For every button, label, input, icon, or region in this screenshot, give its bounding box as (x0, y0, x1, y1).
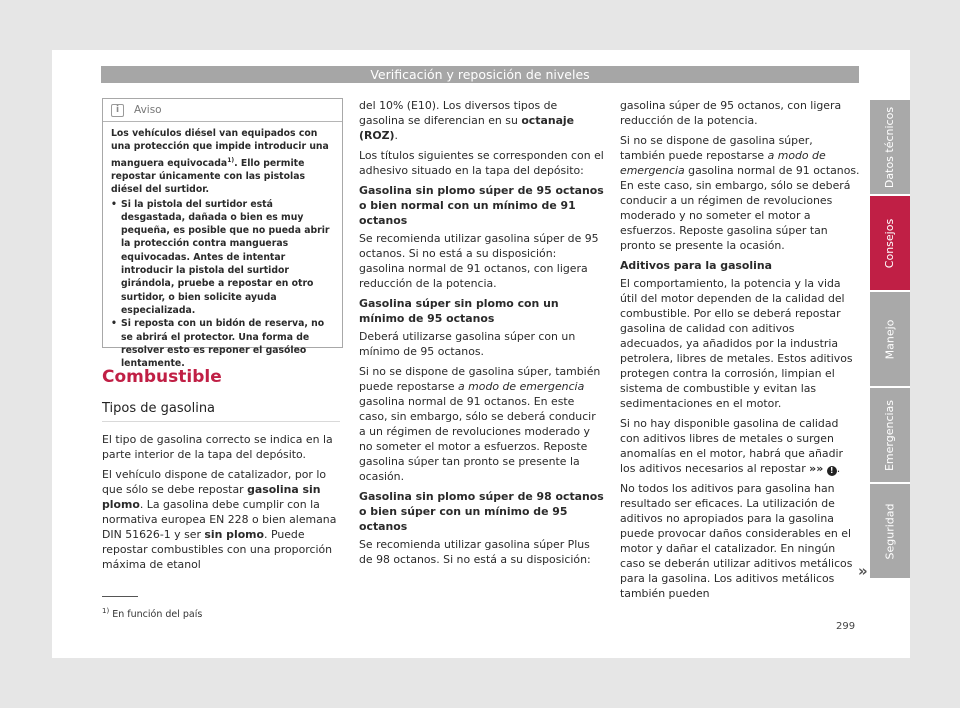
notice-header (103, 99, 342, 122)
notice-bullet (111, 317, 334, 370)
bold-text: sin plomo (204, 528, 265, 541)
text: del 10% (E10). Los diversos tipos de gasolina se diferencian en su (359, 99, 558, 127)
paragraph: gasolina súper de 95 octanos, con ligera reducción de la potencia. (620, 99, 842, 127)
bullet-icon: • (111, 318, 117, 330)
cross-reference-link[interactable]: »» (809, 462, 824, 475)
paragraph (359, 98, 604, 143)
paragraph: Los títulos siguientes se corresponden con el adhesivo situado en la tapa del depósito: (359, 149, 604, 177)
tab-emergencias[interactable] (870, 388, 910, 482)
text: Si no se dispone de gasolina súper, también puede repostarse (620, 134, 813, 162)
paragraph (620, 416, 860, 476)
italic-text: a modo de emergencia (458, 380, 585, 393)
subheading: Gasolina sin plomo súper de 98 octanos o bien súper con un mínimo de 95 octanos (359, 490, 604, 533)
text: . (836, 462, 841, 475)
paragraph (359, 364, 604, 484)
page-number: 299 (836, 621, 856, 632)
paragraph: Se recomienda utilizar gasolina súper Plus de 98 octanos. Si no está a su disposición: (359, 538, 591, 566)
page-header: Verificación y reposición de niveles (101, 66, 859, 83)
italic-text: a modo de emergencia (620, 149, 826, 177)
notice-intro-text: Los vehículos diésel van equipados con una protección que impide introducir una manguera equivocada (111, 128, 329, 169)
tab-label: Seguridad (883, 503, 897, 559)
tab-consejos[interactable] (870, 196, 910, 290)
paragraph: Deberá utilizarse gasolina súper con un mínimo de 95 octanos. (359, 330, 576, 358)
notice-intro-text-end: . Ello permite repostar únicamente con las pistolas diésel del surtidor. (111, 157, 305, 196)
info-icon: i (111, 104, 124, 117)
tab-label: Manejo (883, 319, 897, 359)
tab-datos-tecnicos[interactable] (870, 100, 910, 194)
notice-title: Aviso (134, 104, 162, 116)
text: gasolina normal de 91 octanos. En este caso, sin embargo, sólo se deberá conducir a un régimen de revoluciones moderado y no someter el motor a esfuerzos. Reposte gasolina súper tan pronto se presente la ocasión. (620, 164, 860, 252)
continue-arrow-icon: » (858, 562, 868, 580)
tab-seguridad[interactable] (870, 484, 910, 578)
section-title: Combustible (102, 367, 222, 387)
column-1 (102, 432, 342, 577)
warning-icon: ! (827, 466, 837, 476)
text: El vehículo dispone de catalizador, por lo que sólo se debe repostar (102, 468, 327, 496)
footnote-ref: 1) (227, 156, 235, 164)
paragraph (620, 133, 860, 253)
bold-text: octanaje (ROZ) (359, 114, 575, 142)
column-3 (620, 98, 860, 606)
notice-box (102, 98, 343, 370)
tab-label: Datos técnicos (883, 106, 897, 188)
column-2 (359, 98, 604, 572)
tab-label: Consejos (883, 218, 897, 268)
notice-body (103, 122, 342, 370)
subheading: Gasolina súper sin plomo con un mínimo de 95 octanos (359, 297, 559, 325)
notice-bullet-text: Si la pistola del surtidor está desgastada, dañada o bien es muy pequeña, es posible que no pueda abrir la protección contra mangueras equivocadas. Antes de intentar introducir la pistola del surtidor girándola, pruebe a repostar en otro surtidor, o bien solicite ayuda especializada. (121, 198, 330, 316)
tab-label: Emergencias (883, 399, 897, 471)
tab-manejo[interactable] (870, 292, 910, 386)
text: gasolina normal de 91 octanos. En este caso, sin embargo, sólo se deberá conducir a un régimen de revoluciones moderado y no someter el motor a esfuerzos. Reposte gasolina súper tan pronto se presente la ocasión. (359, 395, 596, 483)
footnote-mark: 1) (102, 607, 110, 615)
section-subtitle: Tipos de gasolina (102, 401, 216, 416)
subheading: Gasolina sin plomo súper de 95 octanos o bien normal con un mínimo de 91 octanos (359, 184, 604, 227)
text: Si no hay disponible gasolina de calidad con aditivos libres de metales o surgen anomalías en el motor, habrá que añadir los aditivos necesarios al repostar (620, 417, 843, 475)
footnote-divider (102, 596, 138, 597)
text: . (394, 129, 398, 142)
text: . La gasolina debe cumplir con la normativa europea EN 228 o bien alemana DIN 51626-1 y ser (102, 498, 337, 541)
notice-bullet (111, 198, 334, 318)
divider (102, 421, 340, 422)
notice-intro (111, 127, 334, 197)
bullet-icon: • (111, 198, 117, 210)
paragraph (102, 467, 342, 572)
text: . Puede repostar combustibles con una proporción máxima de etanol (102, 528, 333, 571)
bold-text: gasolina sin plomo (102, 483, 321, 511)
footnote (102, 607, 202, 620)
subheading: Aditivos para la gasolina (620, 259, 772, 272)
paragraph: Se recomienda utilizar gasolina súper de 95 octanos. Si no está a su disposición: gasolina normal de 91 octanos, con ligera reducción de la potencia. (359, 232, 599, 290)
paragraph: No todos los aditivos para gasolina han resultado ser eficaces. La utilización de aditivos no apropiados para la gasolina puede provocar daños considerables en el motor y dañar el catalizador. En ningún caso se deberán utilizar aditivos metálicos para la gasolina. Los aditivos metálicos también pueden (620, 482, 853, 600)
paragraph: El tipo de gasolina correcto se indica en la parte interior de la tapa del depósito. (102, 433, 333, 461)
notice-bullet-text: Si reposta con un bidón de reserva, no se abrirá el protector. Una forma de resolver esto es reponer el gasóleo lentamente. (121, 318, 325, 370)
paragraph: El comportamiento, la potencia y la vida útil del motor dependen de la calidad del combustible. Por ello se deberá repostar gasolina de calidad con aditivos adecuados, ya añadidos por la industria petrolera, libres de metales. Estos aditivos protegen contra la corrosión, limpian el sistema de combustible y evitan las sedimentaciones en el motor. (620, 277, 853, 410)
text: Si no se dispone de gasolina súper, también puede repostarse (359, 365, 601, 393)
footnote-text: En función del país (112, 609, 203, 621)
